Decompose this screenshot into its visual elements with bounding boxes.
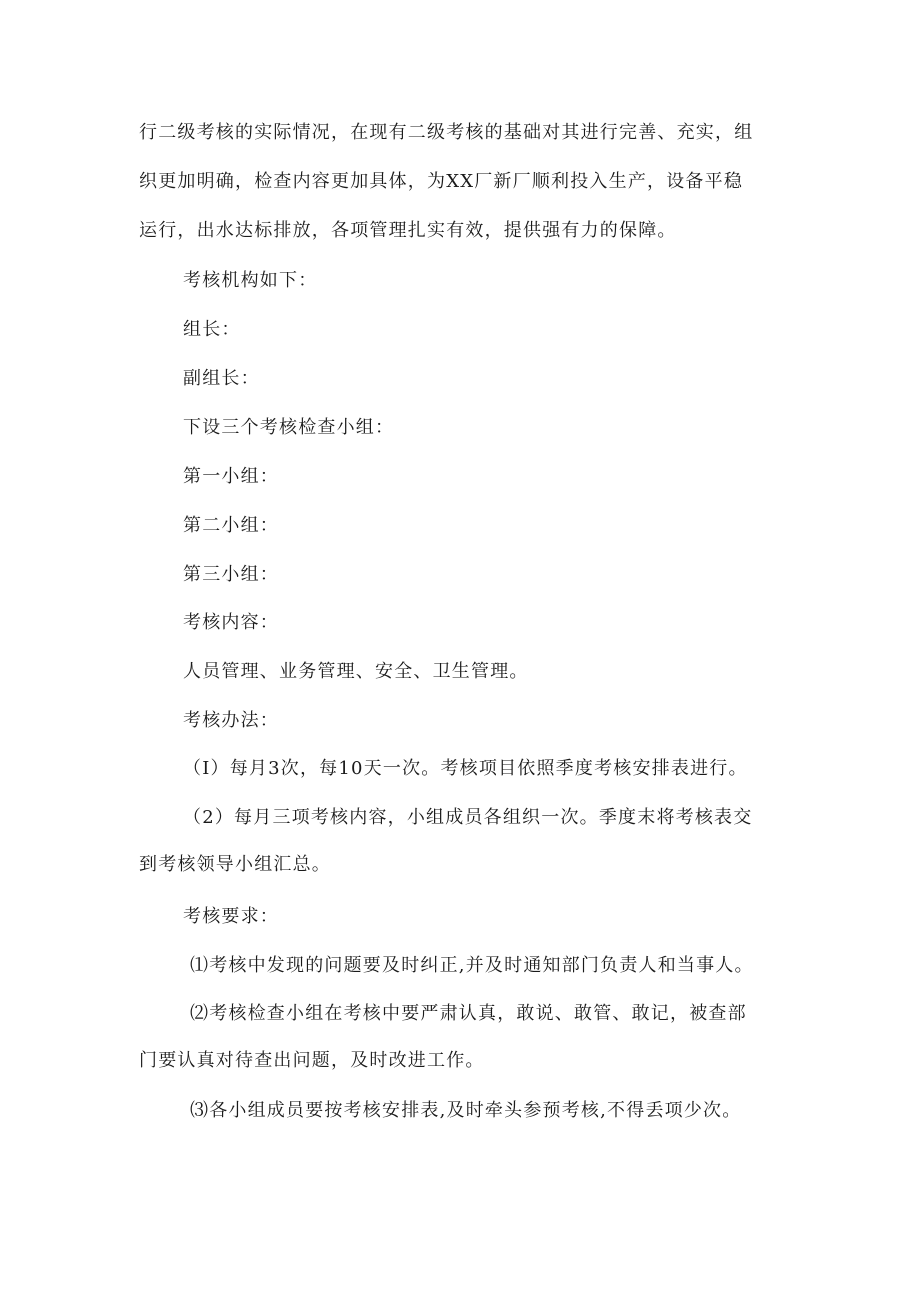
group-2-label: 第二小组：	[183, 515, 279, 536]
intro-line-3: 运行，出水达标排放，各项管理扎实有效，提供强有力的保障。	[139, 220, 677, 241]
requirements-item-2-line-1: ⑵考核检查小组在考核中要严肃认真，敢说、敢管、敢记，被查部	[190, 1003, 747, 1024]
method-item-2-line-2: 到考核领导小组汇总。	[139, 854, 331, 875]
intro-line-1: 行二级考核的实际情况，在现有二级考核的基础对其进行完善、充实，组	[139, 122, 754, 143]
intro-line-2: 织更加明确，检查内容更加具体，为XX厂新厂顺利投入生产，设备平稳	[139, 171, 744, 192]
requirements-item-3: ⑶各小组成员要按考核安排表,及时牵头参预考核,不得丢项少次。	[190, 1100, 742, 1121]
group-1-label: 第一小组：	[183, 466, 279, 487]
organization-heading: 考核机构如下：	[183, 270, 318, 291]
leader-label: 组长：	[183, 319, 241, 340]
content-heading: 考核内容：	[183, 612, 279, 633]
requirements-item-2-line-2: 门要认真对待查出问题，及时改进工作。	[139, 1050, 485, 1071]
method-heading: 考核办法：	[183, 710, 279, 731]
method-item-1: （I）每月3次，每10天一次。考核项目依照季度考核安排表进行。	[183, 758, 748, 779]
group-3-label: 第三小组：	[183, 564, 279, 585]
method-item-2-line-1: （2）每月三项考核内容，小组成员各组织一次。季度末将考核表交	[183, 807, 753, 828]
deputy-leader-label: 副组长：	[183, 368, 260, 389]
content-text: 人员管理、业务管理、安全、卫生管理。	[183, 661, 529, 682]
requirements-item-1: ⑴考核中发现的问题要及时纠正,并及时通知部门负责人和当事人。	[190, 955, 754, 976]
requirements-heading: 考核要求：	[183, 906, 279, 927]
subgroups-intro: 下设三个考核检查小组：	[183, 417, 395, 438]
